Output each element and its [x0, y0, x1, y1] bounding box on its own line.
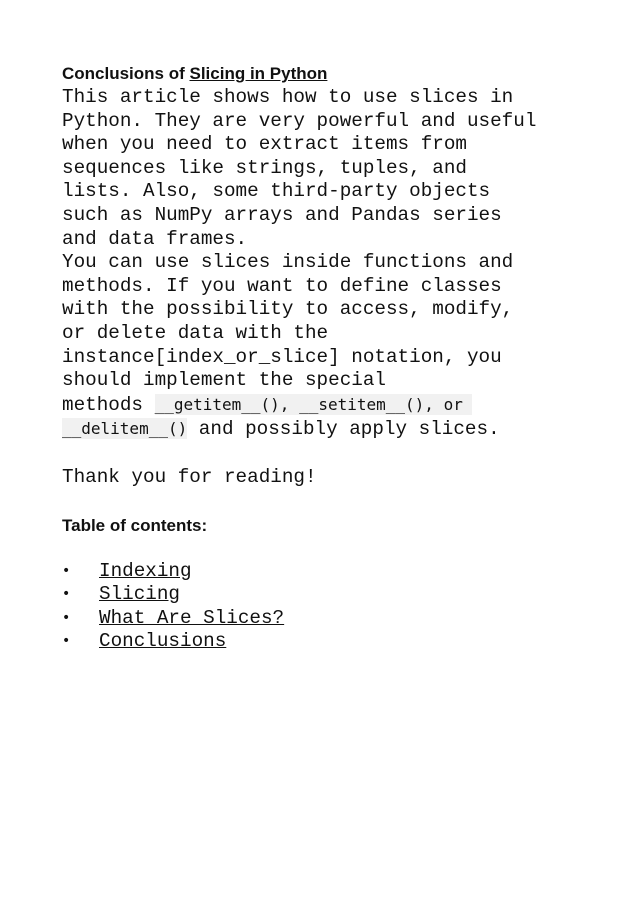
paragraph-line: or delete data with the: [62, 321, 329, 344]
inline-code-getitem-setitem: __getitem__(), __setitem__(), or: [154, 394, 473, 414]
methods-line-2: [62, 417, 582, 442]
paragraph-line: This article shows how to use slices in: [62, 86, 514, 108]
thanks-text: Thank you for reading!: [62, 465, 317, 488]
toc-item-what-are-slices: [62, 607, 582, 631]
bullet-icon: •: [62, 562, 71, 579]
paragraph-line: when you need to extract items from: [62, 133, 467, 156]
bullet-icon: •: [62, 586, 71, 603]
toc-link-conclusions[interactable]: Conclusions: [99, 630, 227, 653]
heading-prefix: Conclusions of: [62, 64, 190, 83]
methods-suffix: and possibly apply slices.: [187, 418, 500, 441]
toc-list: [62, 560, 582, 654]
article-heading: [62, 62, 582, 86]
toc-link-slicing[interactable]: Slicing: [99, 583, 180, 606]
paragraph-line: sequences like strings, tuples, and: [62, 156, 467, 179]
paragraph-line: You can use slices inside functions and: [62, 251, 514, 274]
paragraph-line: should implement the special: [62, 369, 386, 392]
paragraph-2: [62, 251, 582, 442]
bullet-icon: •: [62, 633, 71, 650]
paragraph-line: lists. Also, some third-party objects: [62, 180, 491, 203]
methods-prefix: methods: [62, 393, 155, 416]
toc-item-conclusions: [62, 630, 582, 654]
methods-line: [62, 393, 582, 418]
spacer: [62, 442, 582, 466]
inline-code-delitem: __delitem__(): [62, 419, 188, 439]
paragraph-line: with the possibility to access, modify,: [62, 298, 514, 321]
toc-title: Table of contents:: [62, 515, 208, 535]
bullet-icon: •: [62, 609, 71, 626]
spacer: [62, 490, 582, 514]
article: [62, 62, 582, 654]
toc-link-indexing[interactable]: Indexing: [99, 559, 192, 582]
toc-item-slicing: [62, 583, 582, 607]
paragraph-line: methods. If you want to define classes: [62, 274, 502, 297]
paragraph-1: [62, 86, 582, 251]
paragraph-line: and data frames.: [62, 227, 248, 250]
toc-item-indexing: [62, 560, 582, 584]
paragraph-line: such as NumPy arrays and Pandas series: [62, 203, 502, 226]
paragraph-line: instance[index_or_slice] notation, you: [62, 345, 502, 368]
slicing-in-python-link[interactable]: Slicing in Python: [189, 64, 328, 83]
toc-link-what-are-slices[interactable]: What Are Slices?: [99, 606, 285, 629]
paragraph-line: Python. They are very powerful and useful: [62, 109, 537, 132]
